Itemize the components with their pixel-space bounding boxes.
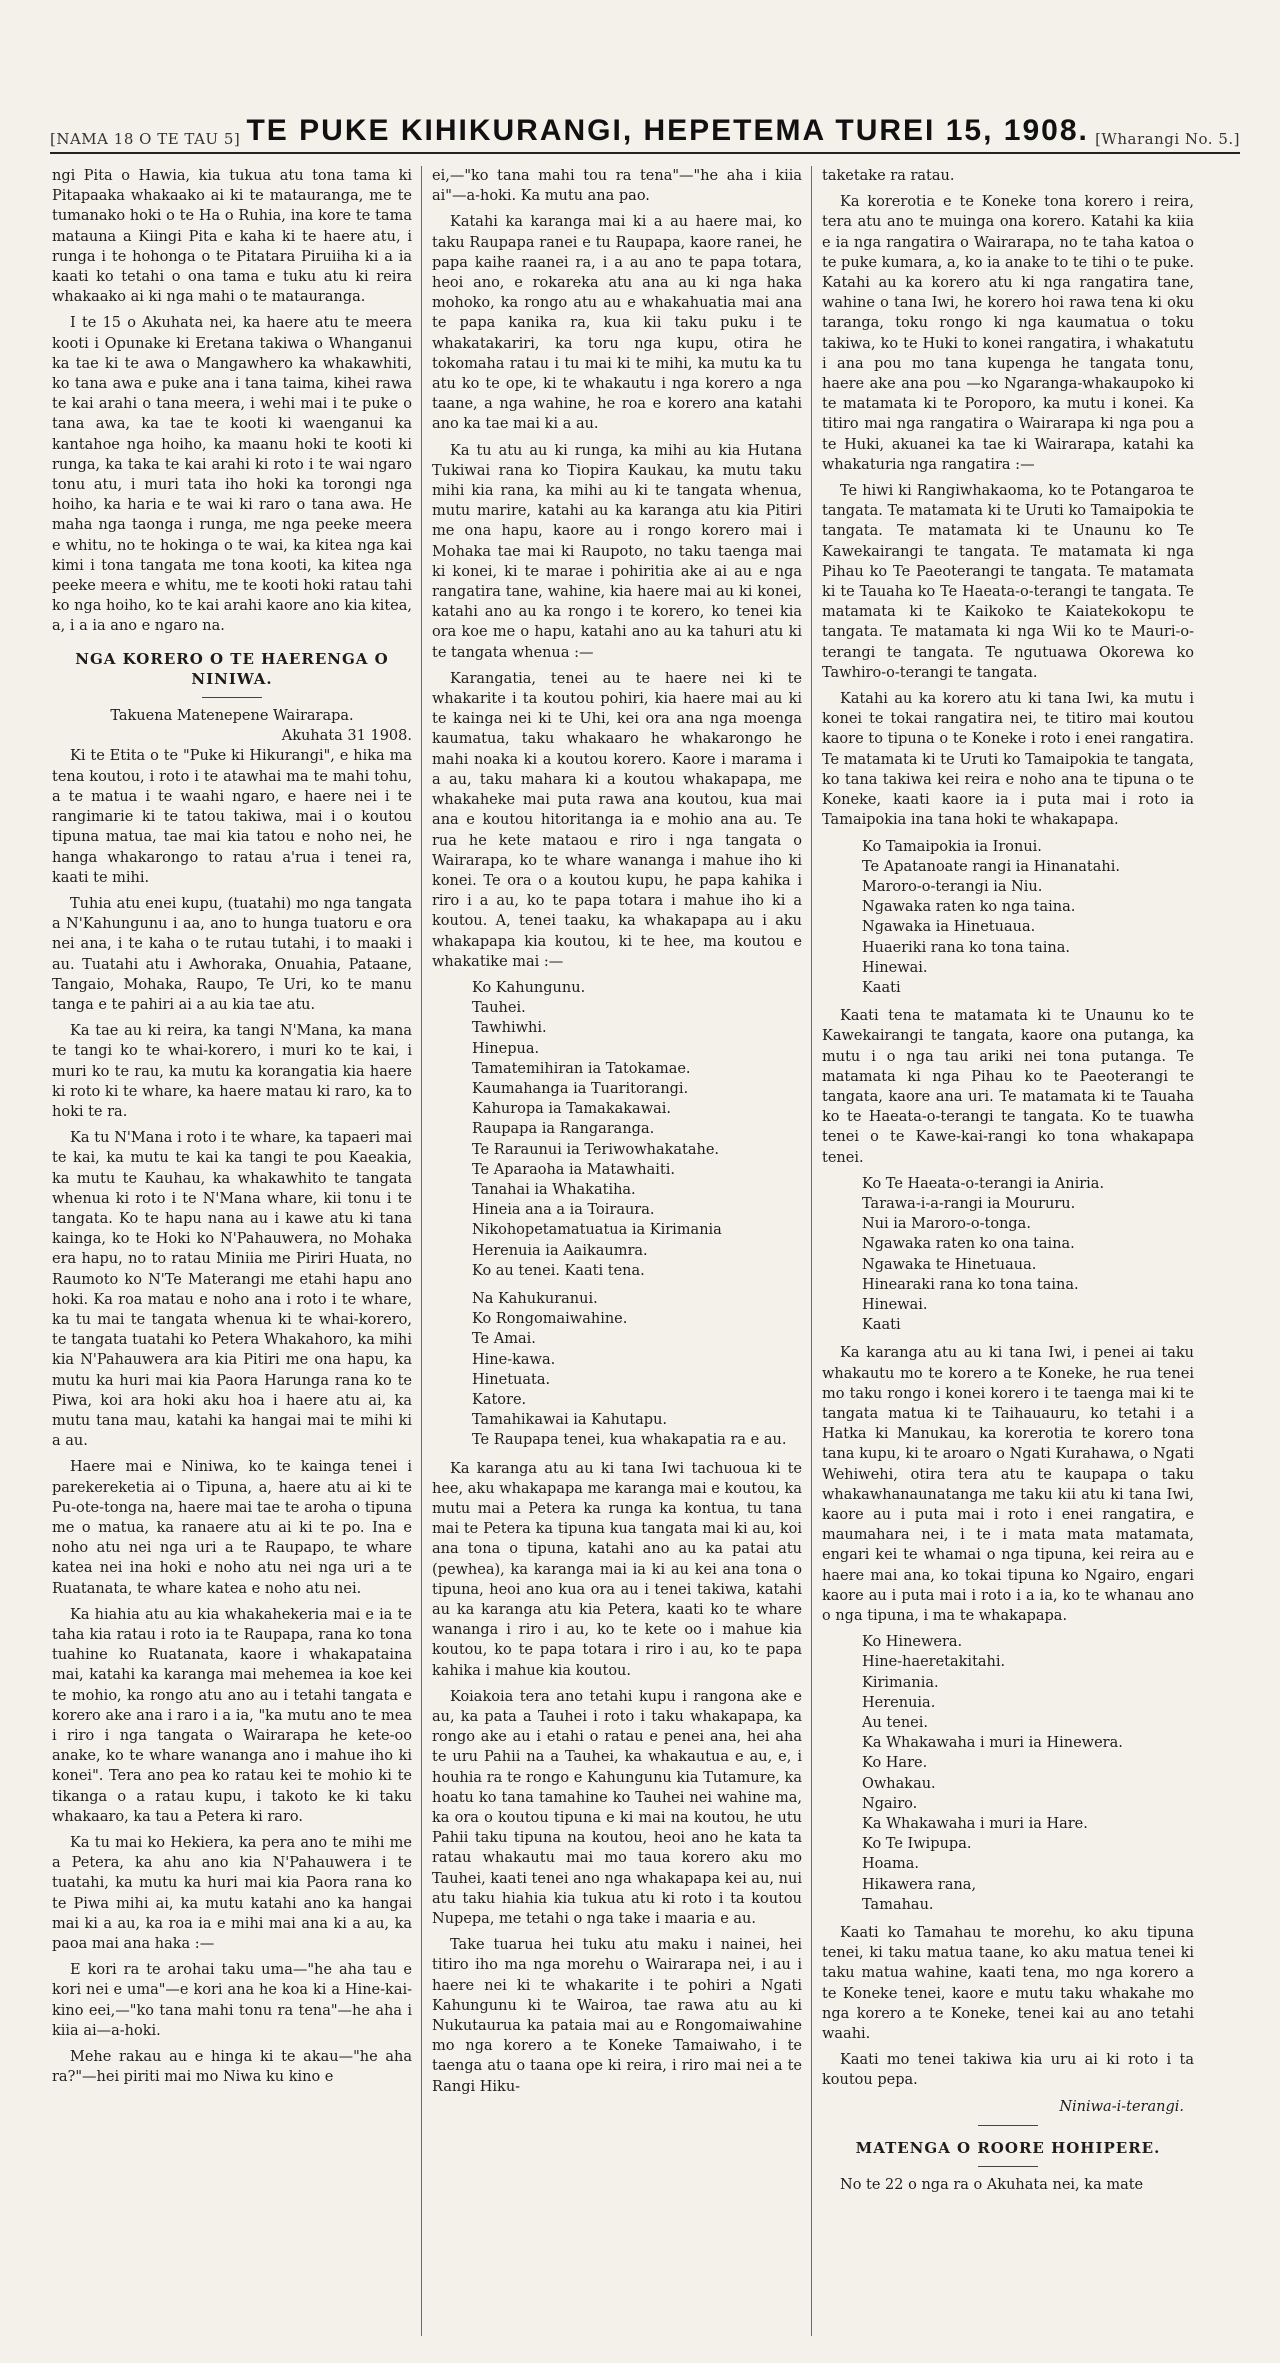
list-item: Kaumahanga ia Tuaritorangi. <box>472 1080 689 1097</box>
column-1 <box>52 166 412 2341</box>
list-item: Tauhei. <box>472 1000 526 1017</box>
list-item: Ko Hare. <box>862 1755 928 1772</box>
article-paragraph: Ka tu atu au ki runga, ka mihi au kia Hutana Tukiwai rana ko Tiopira Kaukau, ka mutu taku mihi kia rana, ka mihi au ki te tangata whenua, mutu marire, katahi au ka karanga atu kia Pitiri me ona hapu, kaore au i rongo korero mai i Mohaka tae mai ki Raupoto, no taku taenga mai ki konei, ki te marae i pohiritia ake ai au e nga rangatira tane, wahine, kia haere mai au ki konei, katahi ano au ka rongo i te korero, ko tenei kia ora koe me o hapu, katahi ano au ka tahuri atu ki te tangata whenua :— <box>432 442 802 661</box>
article-paragraph: Ka tae au ki reira, ka tangi N'Mana, ka mana te tangi ko te whai-korero, i muri ko te kai, i muri ko te rau, ka mutu ka korangatia kia haere ki roto ki te whare, ka haere matau ki raro, ka to hoki te ra. <box>52 1023 412 1120</box>
article-paragraph: Kaati ko Tamahau te morehu, ko aku tipuna tenei, ki taku matua taane, ko aku matua tenei ki taku matua wahine, kaati tena, mo nga korero a te Koneke tenei, kaore e mutu taku whakahe mo nga korero a te Koneke, tenei kai au ano tetahi waahi. <box>822 1925 1194 2043</box>
list-item: Raupapa ia Rangaranga. <box>472 1121 655 1138</box>
list-item: Tamahau. <box>862 1896 934 1913</box>
list-item: Hine-haeretakitahi. <box>862 1654 1006 1671</box>
article-paragraph: Take tuarua hei tuku atu maku i nainei, hei titiro iho ma nga morehu o Wairarapa nei, i au i haere nei ki te whakarite i te pohiri a Ngati Kahungunu ki te Wairoa, tae rawa atu au ki Nukutaurua ka pataia mai au e Rongomaiwahine mo nga korero a te Koneke Tamaiwaho, i te taenga atu o taana ope ki reira, i riro mai nei a te Rangi Hiku- <box>432 1937 802 2095</box>
page-number: [Wharangi No. 5.] <box>1095 130 1240 148</box>
genealogy-list <box>432 1289 802 1451</box>
list-item: Au tenei. <box>862 1715 928 1732</box>
article-paragraph: Karangatia, tenei au te haere nei ki te whakarite i ta koutou pohiri, kia haere mai au ki te kainga nei ki te Uhi, kei ora ana nga moenga kaumatua, taku whakaaro he whakarongo he mahi noaka ki a koutou korero. Kaore i marama i a au, taku mahara ki a koutou whakapapa, me whakaheke mai puta rawa ana koutou, kua mai ana e koutou hitoritanga ia e mohio ana au. Te rua he kete mataou e riro i nga tangata o Wairarapa, ko te whare wananga i mahue iho ki konei. Te ora o a koutou kupu, he papa kahika i riro i a au, ko te papa totara i mahue iho ki a koutou. A, tenei taaku, ka whakapapa au i aku whakapapa kia koutou, ki te hee, ma koutou e whakatike mai :— <box>432 670 802 970</box>
list-item: Herenuia. <box>862 1694 936 1711</box>
article-paragraph: taketake ra ratau. <box>822 168 955 184</box>
list-item: Hine-kawa. <box>472 1351 556 1368</box>
column-3 <box>822 166 1194 2341</box>
divider <box>202 697 262 698</box>
dateline-place: Takuena Matenepene Wairarapa. <box>110 708 354 725</box>
list-item: Kirimania. <box>862 1674 939 1691</box>
article-paragraph: Ka karanga atu au ki tana Iwi, i penei ai taku whakautu mo te korero a te Koneke, he rua tenei mo taku rongo i konei korero i te taenga mai ki te tangata matua ki te Taihauauru, ko tetahi i a Hatka ki Manukau, ka korerotia te korero tona tana kupu, ki te aroaro o Ngati Kurahawa, o Ngati Wehiwehi, otira tera atu te kaupapa o taku whakawhanaunatanga me taku kii atu ki tana Iwi, kaore au i puta mai i roto i enei rangatira, e maumahara nei, i te i mata mata matamata, engari kei te whamai o nga tipuna, kei reira au e haere mai ana, ko tokai tipuna ko Ngairo, engari kaore au i puta mai i roto i a ia, ko te whanau ano o nga tipuna, i ma te whakapapa. <box>822 1345 1194 1625</box>
article-paragraph: I te 15 o Akuhata nei, ka haere atu te meera kooti i Opunake ki Eretana takiwa o Whanganui ka tae ki te awa o Mangawhero ka whakawhiti, ko tana awa e puke ana i tana taima, kihei rawa te kai arahi o tana meera, i wehi mai i te puke o tana awa, ka tae te kooti ki waenganui ka kantahoe nga hoiho, ka maanu hoki te kooti ki runga, ka taka te kai arahi ki roto i te wai ngaro tonu atu, i muri tata iho hoki ka torongi nga hoiho, ka haria e te wai ki raro o tana awa. He maha nga taonga i runga, me nga peeke meera e whitu, no te hokinga o te wai, ka kitea nga kai kimi i tona tangata me tona kooti, ka kitea nga peeke meera e whitu, me te kooti hoki ratau tahi ko nga hoiho, ko te kai arahi kaore ano kia kitea, a, i a ia ano e ngaro na. <box>52 315 412 635</box>
article-paragraph: Ka tu N'Mana i roto i te whare, ka tapaeri mai te kai, ka mutu te kai ka tangi te pou Kaeakia, ka mutu te Kauhau, ka whakawhito te tangata whenua ki roto i te N'Mana whare, kii tonu i te tangata. Ko te hapu nana au i kawe atu ki tana kainga, ko te Hoki ko N'Pahauwera, no Mohaka era hapu, no to ratau Miniia me Piriri Huata, no Raumoto ko N'Te Materangi me etahi hapu ano hoki. Ka roa matau e noho ana i roto i te whare, ka tu mai te tangata whenua ki te whai-korero, te tangata tuatahi ko Petera Whakahoro, ka mihi kia N'Pahauwera ara kia Pitiri me ona hapu, ka mutu ka huri mai kia Paora Harunga rana ko te Piwa, koi ara hoki aku hoa i haere atu ai, ka mutu tana mau, katahi ka hangai mai te mihi ki a au. <box>52 1130 412 1450</box>
article-paragraph: Kaati mo tenei takiwa kia uru ai ki roto i ta koutou pepa. <box>822 2052 1194 2089</box>
signature: Niniwa-i-terangi. <box>1059 2098 1184 2115</box>
list-item: Tanahai ia Whakatiha. <box>472 1181 636 1198</box>
article-paragraph: Katahi ka karanga mai ki a au haere mai, ko taku Raupapa ranei e tu Raupapa, kaore ranei, he papa kaihe raanei ra, i a au ano te papa totara, heoi ano, e rokareka atu ana au ki nga haka mohoko, ka rongo atu au e whakahuatia mai ana te papa kanika ra, kua kii taku puku i te whakatakariri, ka toru nga kupu, otira he tokomaha ratau i tu mai ki te mihi, ka mutu ka tu atu ko te ope, ki te whakautu i nga korero a nga taane, a nga wahine, he roa e korero ana katahi ano ka tae mai ki a au. <box>432 214 802 433</box>
column-divider <box>421 166 422 2336</box>
list-item: Tawhiwhi. <box>472 1020 547 1037</box>
list-item: Te Aparaoha ia Matawhaiti. <box>472 1161 675 1178</box>
dateline-date: Akuhata 31 1908. <box>281 728 412 745</box>
list-item: Owhakau. <box>862 1775 936 1792</box>
list-item: Ngawaka te Hinetuaua. <box>862 1256 1037 1273</box>
list-item: Ngawaka raten ko nga taina. <box>862 899 1076 916</box>
genealogy-list <box>822 837 1194 999</box>
article-paragraph: Ka karanga atu au ki tana Iwi tachuoua ki te hee, aku whakapapa me karanga mai e koutou, ka mutu mai a Petera ka runga ka kontua, tu tana mai te Petera ka tipuna kua tangata mai ki au, koi ana tona o tipuna, katahi ano au ka patai atu (pewhea), ka karanga mai ia ki au kei ana tona o tipuna, heoi ano kua ora au i tenei takiwa, katahi au ka karanga atu kia Petera, kaati ko te whare wananga i riro i au, ko te kete oo i mahue kia koutou, ko te papa totara i riro i au, ko te papa kahika i mahue kia koutou. <box>432 1460 802 1679</box>
list-item: Ka Whakawaha i muri ia Hinewera. <box>862 1735 1123 1752</box>
article-paragraph: Tuhia atu enei kupu, (tuatahi) mo nga tangata a N'Kahungunu i aa, ano to hunga tuatoru e ora nei ana, i te kaha o te rutau tutahi, i to maaki i au. Tuatahi atu i Awhoraka, Onuahia, Pataane, Tangaio, Mohaka, Raupo, Te Uri, ko te manu tanga e te pahiri ai a au kia tae atu. <box>52 895 412 1013</box>
list-item: Hinearaki rana ko tona taina. <box>862 1276 1079 1293</box>
list-item: Katore. <box>472 1391 527 1408</box>
list-prefix: Kaati <box>862 1317 901 1334</box>
article-paragraph: ngi Pita o Hawia, kia tukua atu tona tama ki Pitapaaka whakaako ai ki te matauranga, me te tumanako hoki o te Ha o Ruhia, ina kore te tama matauna a Kiingi Pita e kaha ki te haere atu, i runga i te hohonga o te Pitatara Piruiiha ki a ia kaati ko tetahi o ona tama e tuku atu ki reira whakaako ai ki nga mahi o te matauranga. <box>52 168 412 306</box>
issue-number: [NAMA 18 O TE TAU 5] <box>50 130 241 148</box>
article-paragraph: ei,—"ko tana mahi tou ra tena"—"he aha i kiia ai"—a-hoki. Ka mutu ana pao. <box>432 168 802 205</box>
list-item: Ngawaka ia Hinetuaua. <box>862 919 1036 936</box>
list-item: Kahuropa ia Tamakakawai. <box>472 1101 671 1118</box>
list-item: Hinetuata. <box>472 1371 551 1388</box>
divider <box>978 2125 1038 2126</box>
genealogy-list <box>822 1174 1194 1336</box>
list-item: Ko Kahungunu. <box>472 979 586 996</box>
column-divider <box>811 166 812 2336</box>
list-item: Ko Rongomaiwahine. <box>472 1311 628 1328</box>
list-item: Hikawera rana, <box>862 1876 977 1893</box>
list-item: Te Raraunui ia Teriwowhakatahe. <box>472 1141 720 1158</box>
list-item: Tarawa-i-a-rangi ia Moururu. <box>862 1195 1076 1212</box>
article-paragraph: Ka tu mai ko Hekiera, ka pera ano te mihi me a Petera, ka ahu ano kia N'Pahauwera i te tuatahi, ka mutu ka huri mai kia Paora rana ko te Piwa mihi ai, ka mutu katahi ano ka hangai mai ki a au, ka roa ia e mihi mai ana ki a au, ka paoa mai ana haka :— <box>52 1835 412 1953</box>
list-item: Nui ia Maroro-o-tonga. <box>862 1216 1031 1233</box>
list-item: Maroro-o-terangi ia Niu. <box>862 878 1043 895</box>
article-paragraph: Te hiwi ki Rangiwhakaoma, ko te Potangaroa te tangata. Te matamata ki te Uruti ko Tamaipokia te tangata. Te matamata ki te Unaunu ko Te Kawekairangi te tangata. Te matamata ki nga Pihau ko Te Paeoterangi te tangata. Te matamata ki te Tauaha ko Te Haeata-o-terangi te tangata. Te matamata ki te Kaikoko te Kaiatekokopu te tangata. Te matamata ki nga Wii ko te Mauri-o-terangi te tangata. Te ngutuawa Okorewa ko Tawhiro-o-terangi te tangata. <box>822 483 1194 681</box>
list-item: Nikohopetamatuatua ia Kirimania <box>472 1222 722 1239</box>
article-paragraph: Koiakoia tera ano tetahi kupu i rangona ake e au, ka pata a Tauhei i roto i taku whakapapa, ka rongo ake au i etahi o ratau e penei ana, hei aha te uru Pahii na a Tauhei, ka whakautua e au, e, i houhia ra te rongo e Kahungunu kia Tutamure, ka hoatu ko tana tamahine ko Tauhei nei wahine ma, ka ora o koutou tipuna e ki mai na koutou, he utu Pahii taku tipuna na koutou, heoi ano he kata ta ratau whakautu mai mo taua korero aku mo Tauhei, kaati tenei ano nga whakapapa kei au, nui atu taku hiahia kia tukua atu ki roto i ta koutou Nupepa, me tetahi o nga take i maaria e au. <box>432 1688 802 1928</box>
list-item: Ka Whakawaha i muri ia Hare. <box>862 1816 1088 1833</box>
list-item: Ko Te Haeata-o-terangi ia Aniria. <box>862 1175 1105 1192</box>
list-item: Hoama. <box>862 1856 920 1873</box>
list-item: Te Raupapa tenei, kua whakapatia ra e au. <box>472 1432 787 1449</box>
list-item: Ko Hinewera. <box>862 1634 963 1651</box>
article-paragraph: No te 22 o nga ra o Akuhata nei, ka mate <box>840 2177 1144 2194</box>
list-item: Te Apatanoate rangi ia Hinanatahi. <box>862 858 1120 875</box>
article-paragraph: Haere mai e Niniwa, ko te kainga tenei i parekereketia ai o Tipuna, a, haere atu ai ki te Pu-ote-tonga na, haere mai tae te aroha o tipuna me o matua, ka ranaere atu ai ki te po. Ina e noho atu nei nga uri a te Raupapo, te whare katea nei ina hoki e noho atu nei nga uri a te Ruatanata, te whare katea e noho atu nei. <box>52 1459 412 1597</box>
article-paragraph: Kaati tena te matamata ki te Unaunu ko te Kawekairangi te tangata, kaore ona putanga, ka mutu i o nga tau ariki nei tona putanga. Te matamata ki nga Pihau ko te Paeoterangi te tangata, kaore ana uri. Te matamata ki te Tauaha ko te Haeata-o-terangi te tangata. Ko te tuawha tenei o te Kawe-kai-rangi ko tona whakapapa tenei. <box>822 1008 1194 1166</box>
list-item: Hinewai. <box>862 959 928 976</box>
article-heading: NGA KORERO O TE HAERENGA O NINIWA. <box>75 649 389 688</box>
list-item: Te Amai. <box>472 1331 536 1348</box>
newspaper-title: TE PUKE KIHIKURANGI, HEPETEMA TUREI 15, 1908. <box>246 114 1089 147</box>
article-paragraph: Ka korerotia e te Koneke tona korero i reira, tera atu ano te muinga ona korero. Katahi ka kiia e ia nga rangatira o Wairarapa, no te taha katoa o te puke kumara, a, ko ia anake to te tihi o te puke. Katahi au ka korero atu ki nga rangatira tane, wahine o tana Iwi, he korero hoi rawa tena ki oku taranga, toku rongo ki nga kaumatua o toku takiwa, ko te Huki to konei rangatira, i whakatutu i ana pou mo tana kupenga he tangata tonu, haere ake ana pou —ko Ngaranga-whakaupoko ki te matamata ki te Poroporo, ka mutu i konei. Ka titiro mai nga rangatira o Wairarapa ki nga pou a te Huki, akuanei ka tae ki Wairarapa, katahi ka whakaturia nga rangatira :— <box>822 194 1194 473</box>
genealogy-list <box>432 978 802 1281</box>
article-heading: MATENGA O ROORE HOHIPERE. <box>855 2138 1161 2157</box>
list-item: Ngairo. <box>862 1795 918 1812</box>
article-paragraph: Mehe rakau au e hinga ki te akau—"he aha ra?"—hei piriti mai mo Niwa ku kino e <box>52 2049 412 2086</box>
genealogy-list <box>822 1632 1194 1915</box>
list-item: Herenuia ia Aaikaumra. <box>472 1242 648 1259</box>
list-item: Tamahikawai ia Kahutapu. <box>472 1412 668 1429</box>
article-paragraph: Katahi au ka korero atu ki tana Iwi, ka mutu i konei te tokai rangatira nei, te titiro mai koutou kaore to tipuna o te Koneke i roto i enei rangatira. Te matamata ki te Uruti ko Tamaipokia te tangata, ko tana takiwa kei reira e noho ana te tipuna o te Koneke, kaati kaore ia i puta mai i roto ia Tamaipokia ina tana hoki te whakapapa. <box>822 691 1194 829</box>
list-item: Tamatemihiran ia Tatokamae. <box>472 1060 691 1077</box>
divider <box>978 2166 1038 2167</box>
list-item: Hinepua. <box>472 1040 540 1057</box>
column-2 <box>432 166 802 2341</box>
list-item: Hineia ana a ia Toiraura. <box>472 1202 655 1219</box>
list-item: Ko au tenei. Kaati tena. <box>472 1262 645 1279</box>
list-item: Huaeriki rana ko tona taina. <box>862 939 1070 956</box>
article-paragraph: Ki te Etita o te "Puke ki Hikurangi", e hika ma tena koutou, i roto i te atawhai ma te mahi tohu, a te matua i te waahi ngaro, e haere nei i te rangimarie ki te tatou takiwa, mai i o koutou tipuna matua, tae mai kia tatou e noho nei, he hanga whakarongo to ratau a'rua i tenei ra, kaati te mihi. <box>52 748 412 886</box>
list-prefix: Kaati <box>862 979 901 996</box>
masthead <box>50 104 1240 154</box>
list-item: Ngawaka raten ko ona taina. <box>862 1236 1075 1253</box>
article-paragraph: Ka hiahia atu au kia whakahekeria mai e ia te taha kia ratau i roto ia te Raupapa, rana ko tona tuahine ko Ruatanata, kaore i whakapataina mai, katahi ka karanga mai mehemea ia koe kei te mohio, ka rongo atu ano au i tetahi tangata e korero ake ana i raro i a ia, "ka mutu ano te mea i riro i nga tangata o Wairarapa he kete-oo anake, ko te whare wananga ano i mahue iho ki konei". Tera ano pea ko ratau kei te mohio ki te tikanga o a ratau kupu, i takoto ke ki taku whakaaro, ka tau a Petera ki raro. <box>52 1606 412 1825</box>
list-item: Na Kahukuranui. <box>472 1290 598 1307</box>
list-item: Ko Te Iwipupa. <box>862 1836 972 1853</box>
article-paragraph: E kori ra te arohai taku uma—"he aha tau e kori nei e uma"—e kori ana he koa ki a Hine-kai-kino eei,—"ko tana mahi tonu ra tena"—he aha i kiia ai—a-hoki. <box>52 1962 412 2039</box>
list-item: Ko Tamaipokia ia Ironui. <box>862 838 1042 855</box>
list-item: Hinewai. <box>862 1296 928 1313</box>
